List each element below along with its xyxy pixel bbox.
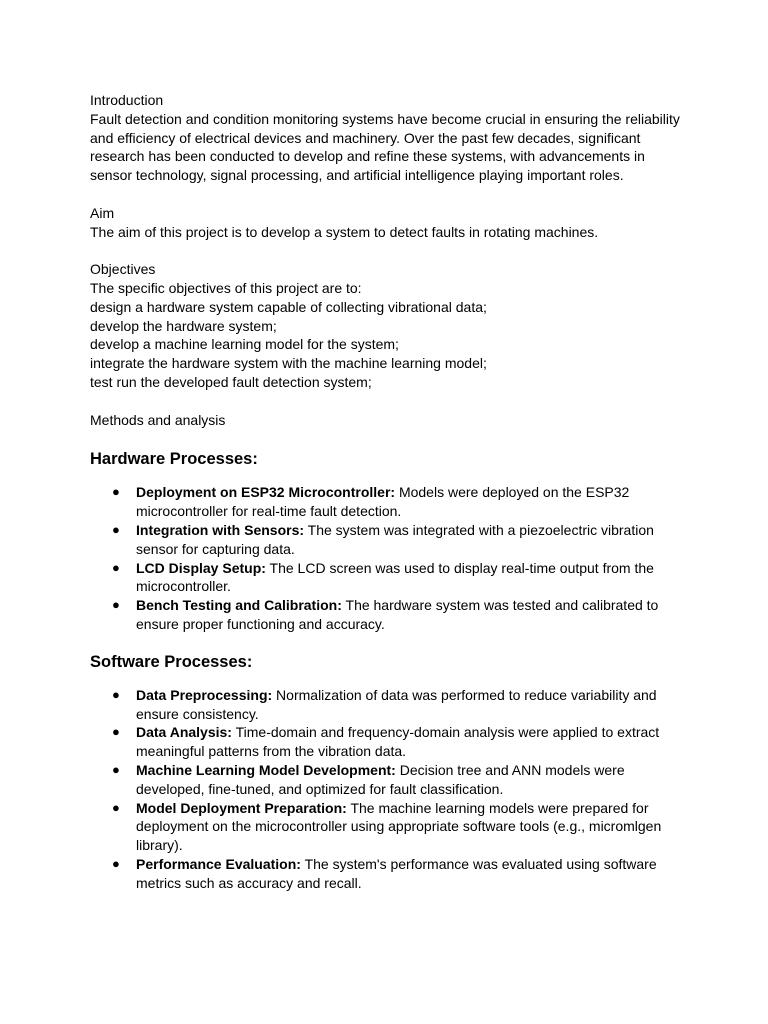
software-processes-list bbox=[90, 686, 690, 893]
list-item bbox=[90, 686, 690, 724]
list-item-label: Performance Evaluation: bbox=[136, 855, 301, 872]
bullet-icon: ● bbox=[112, 559, 120, 575]
objectives-line: test run the developed fault detection system; bbox=[90, 373, 372, 390]
objectives-line: The specific objectives of this project are to: bbox=[90, 279, 362, 296]
list-item bbox=[90, 855, 690, 893]
introduction-line: sensor technology, signal processing, and artificial intelligence playing important roles. bbox=[90, 167, 624, 184]
bullet-icon: ● bbox=[112, 686, 120, 702]
bullet-icon: ● bbox=[112, 597, 120, 613]
objectives-heading: Objectives bbox=[90, 261, 156, 278]
aim-heading: Aim bbox=[90, 204, 115, 221]
list-item bbox=[90, 723, 690, 761]
introduction-line: and efficiency of electrical devices and machinery. Over the past few decades, significant bbox=[90, 129, 641, 146]
list-item-label: Machine Learning Model Development: bbox=[136, 761, 396, 778]
list-item bbox=[90, 559, 690, 597]
bullet-icon: ● bbox=[112, 521, 120, 537]
introduction-heading: Introduction bbox=[90, 92, 164, 108]
list-item-text: Decision tree and ANN models were developed, fine-tuned, and optimized for fault classification. bbox=[136, 761, 625, 797]
list-item-label: Bench Testing and Calibration: bbox=[136, 597, 342, 614]
spacer bbox=[90, 241, 690, 260]
list-item-label: LCD Display Setup: bbox=[136, 559, 266, 576]
objectives-line: develop a machine learning model for the system; bbox=[90, 336, 399, 353]
hardware-processes-heading: Hardware Processes: bbox=[90, 450, 258, 469]
methods-heading: Methods and analysis bbox=[90, 411, 226, 428]
list-item-text: The system's performance was evaluated using software metrics such as accuracy and recall. bbox=[136, 855, 657, 891]
list-item-label: Model Deployment Preparation: bbox=[136, 799, 347, 816]
introduction-line: Fault detection and condition monitoring systems have become crucial in ensuring the reliability bbox=[90, 110, 680, 127]
list-item bbox=[90, 761, 690, 799]
list-item bbox=[90, 596, 690, 634]
list-item bbox=[90, 799, 690, 855]
bullet-icon: ● bbox=[112, 855, 120, 871]
objectives-line: develop the hardware system; bbox=[90, 317, 277, 334]
list-item bbox=[90, 483, 690, 521]
document-page bbox=[90, 91, 690, 892]
bullet-icon: ● bbox=[112, 724, 120, 740]
list-item-text: The LCD screen was used to display real-time output from the microcontroller. bbox=[136, 559, 654, 595]
list-item-label: Data Preprocessing: bbox=[136, 686, 273, 703]
list-item-text: The hardware system was tested and calibrated to ensure proper functioning and accuracy. bbox=[136, 597, 659, 632]
hardware-processes-list bbox=[90, 483, 690, 633]
list-item-label: Data Analysis: bbox=[136, 724, 232, 741]
objectives-line: integrate the hardware system with the machine learning model; bbox=[90, 355, 487, 372]
list-item-text: Time-domain and frequency-domain analysis were applied to extract meaningful patterns from the vibration data. bbox=[136, 724, 660, 760]
list-item-text: Normalization of data was performed to reduce variability and ensure consistency. bbox=[136, 686, 657, 722]
list-item-text: The machine learning models were prepared for deployment on the microcontroller using appropriate software tools (e.g., micromlgen library). bbox=[136, 799, 662, 854]
list-item-label: Deployment on ESP32 Microcontroller: bbox=[136, 484, 396, 501]
bullet-icon: ● bbox=[112, 484, 120, 500]
spacer bbox=[90, 185, 690, 204]
list-item bbox=[90, 521, 690, 559]
introduction-line: research has been conducted to develop and refine these systems, with advancements in bbox=[90, 148, 645, 165]
spacer bbox=[90, 392, 690, 411]
bullet-icon: ● bbox=[112, 799, 120, 815]
bullet-icon: ● bbox=[112, 761, 120, 777]
objectives-line: design a hardware system capable of collecting vibrational data; bbox=[90, 298, 487, 315]
list-item-text: The system was integrated with a piezoelectric vibration sensor for capturing data. bbox=[136, 521, 654, 557]
software-processes-heading: Software Processes: bbox=[90, 652, 253, 671]
list-item-text: Models were deployed on the ESP32 microcontroller for real-time fault detection. bbox=[136, 484, 630, 520]
list-item-label: Integration with Sensors: bbox=[136, 521, 305, 538]
aim-text: The aim of this project is to develop a system to detect faults in rotating machines. bbox=[90, 223, 599, 240]
